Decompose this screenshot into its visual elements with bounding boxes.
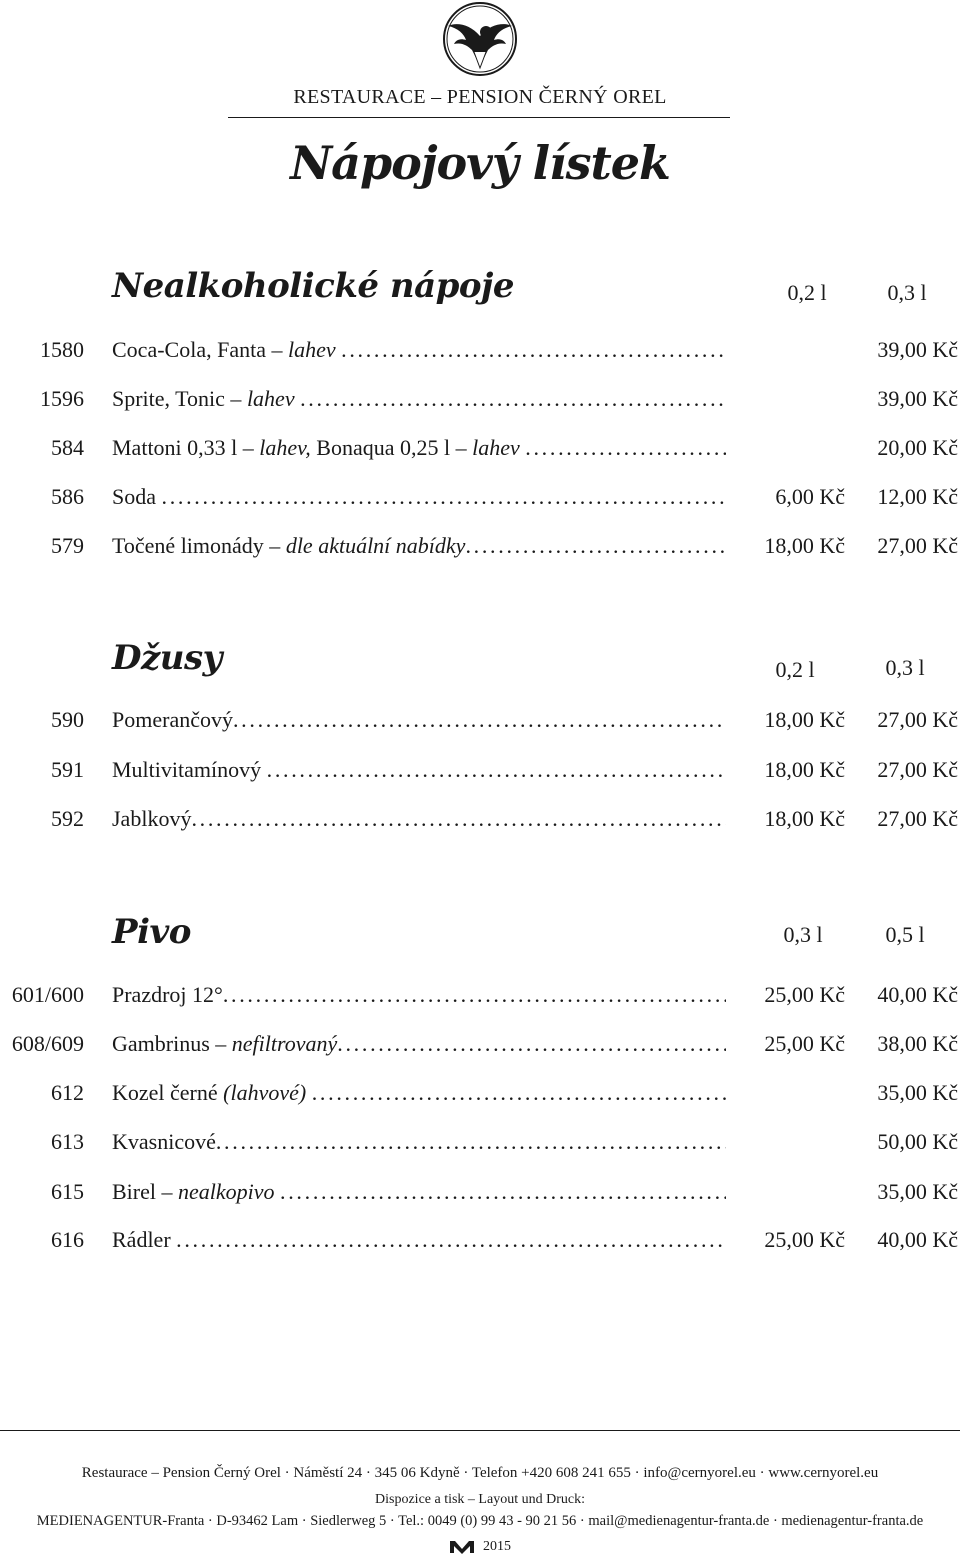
column-header-volume-2: 0,5 l: [885, 922, 925, 947]
footer-print-credit-label: Dispozice a tisk – Layout und Druck:: [375, 1492, 585, 1507]
item-price-large: 35,00 Kč: [877, 1080, 958, 1105]
item-name: Soda . . .: [112, 482, 726, 512]
medienagentur-m-logo-icon: [449, 1540, 475, 1554]
item-name: Coca-Cola, Fanta – lahev . . .: [112, 335, 726, 365]
footer-year-line: [0, 1539, 960, 1555]
item-price-large: 35,00 Kč: [877, 1179, 958, 1204]
item-price-large: 50,00 Kč: [877, 1129, 958, 1154]
menu-item: [0, 531, 960, 561]
item-price-small: 25,00 Kč: [764, 982, 845, 1007]
menu-item: [0, 335, 960, 365]
item-number: 612: [51, 1080, 84, 1105]
page-title: Nápojový lístek: [290, 136, 670, 190]
item-number: 579: [51, 533, 84, 558]
item-number: 601/600: [11, 982, 84, 1007]
item-price-small: 18,00 Kč: [764, 806, 845, 831]
item-price-large: 20,00 Kč: [877, 435, 958, 460]
column-header-volume-2: 0,3 l: [885, 655, 925, 680]
menu-item: [0, 1127, 960, 1157]
footer-divider: [0, 1430, 960, 1431]
item-number: 1580: [40, 337, 84, 362]
item-number: 586: [51, 484, 84, 509]
column-header-volume-2: 0,3 l: [887, 280, 927, 305]
menu-item: [0, 482, 960, 512]
item-name: Mattoni 0,33 l – lahev, Bonaqua 0,25 l – lahev . . .: [112, 433, 726, 463]
item-price-small: 18,00 Kč: [764, 707, 845, 732]
menu-item: [0, 433, 960, 463]
section-title-nealko: Nealkoholické nápoje: [112, 266, 514, 306]
column-header-volume-1: 0,2 l: [775, 657, 815, 682]
item-name: Jablkový . . .: [112, 804, 726, 834]
item-price-large: 27,00 Kč: [877, 707, 958, 732]
item-name: Birel – nealkopivo . . .: [112, 1177, 726, 1207]
item-price-small: 25,00 Kč: [764, 1031, 845, 1056]
item-name: Rádler . . .: [112, 1225, 726, 1255]
item-price-large: 12,00 Kč: [877, 484, 958, 509]
menu-item: [0, 384, 960, 414]
item-number: 615: [51, 1179, 84, 1204]
header-divider: [228, 117, 730, 118]
item-price-large: 39,00 Kč: [877, 337, 958, 362]
menu-item: [0, 705, 960, 735]
item-price-large: 27,00 Kč: [877, 757, 958, 782]
item-number: 584: [51, 435, 84, 460]
eagle-emblem-icon: [434, 2, 526, 78]
item-price-small: 18,00 Kč: [764, 757, 845, 782]
item-name: Kozel černé (lahvové) . . .: [112, 1078, 726, 1108]
item-price-large: 40,00 Kč: [877, 982, 958, 1007]
menu-item: [0, 1177, 960, 1207]
restaurant-name: RESTAURACE – PENSION ČERNÝ OREL: [293, 86, 667, 108]
item-price-small: 6,00 Kč: [775, 484, 845, 509]
item-number: 592: [51, 806, 84, 831]
item-name: Točené limonády – dle aktuální nabídky . . .: [112, 531, 726, 561]
section-title-pivo: Pivo: [112, 912, 191, 952]
item-price-large: 27,00 Kč: [877, 533, 958, 558]
item-number: 616: [51, 1227, 84, 1252]
menu-item: [0, 1078, 960, 1108]
item-name: Multivitamínový . . .: [112, 755, 726, 785]
column-header-volume-1: 0,2 l: [787, 280, 827, 305]
item-number: 613: [51, 1129, 84, 1154]
item-price-large: 27,00 Kč: [877, 806, 958, 831]
menu-item: [0, 1029, 960, 1059]
menu-item: [0, 804, 960, 834]
footer-year: 2015: [483, 1539, 511, 1554]
item-price-small: 25,00 Kč: [764, 1227, 845, 1252]
column-header-volume-1: 0,3 l: [783, 922, 823, 947]
footer-contact-line: Restaurace – Pension Černý Orel · Náměstí 24 · 345 06 Kdyně · Telefon +420 608 241 655 · info@cernyorel.eu · www.cernyorel.eu: [81, 1465, 879, 1481]
item-price-large: 38,00 Kč: [877, 1031, 958, 1056]
footer-print-credit: MEDIENAGENTUR-Franta · D-93462 Lam · Siedlerweg 5 · Tel.: 0049 (0) 99 43 - 90 21 56 · mail@medienagentur-franta.de · medienagentur-franta.de: [36, 1513, 924, 1529]
item-price-small: 18,00 Kč: [764, 533, 845, 558]
item-number: 591: [51, 757, 84, 782]
item-number: 590: [51, 707, 84, 732]
item-price-large: 40,00 Kč: [877, 1227, 958, 1252]
item-name: Prazdroj 12° . . .: [112, 980, 726, 1010]
item-number: 608/609: [11, 1031, 84, 1056]
item-name: Kvasnicové . . .: [112, 1127, 726, 1157]
item-name: Pomerančový . . .: [112, 705, 726, 735]
item-number: 1596: [40, 386, 84, 411]
menu-item: [0, 755, 960, 785]
item-price-large: 39,00 Kč: [877, 386, 958, 411]
section-title-dzusy: Džusy: [112, 638, 222, 678]
menu-item: [0, 980, 960, 1010]
menu-item: [0, 1225, 960, 1255]
item-name: Gambrinus – nefiltrovaný . . .: [112, 1029, 726, 1059]
item-name: Sprite, Tonic – lahev . . .: [112, 384, 726, 414]
